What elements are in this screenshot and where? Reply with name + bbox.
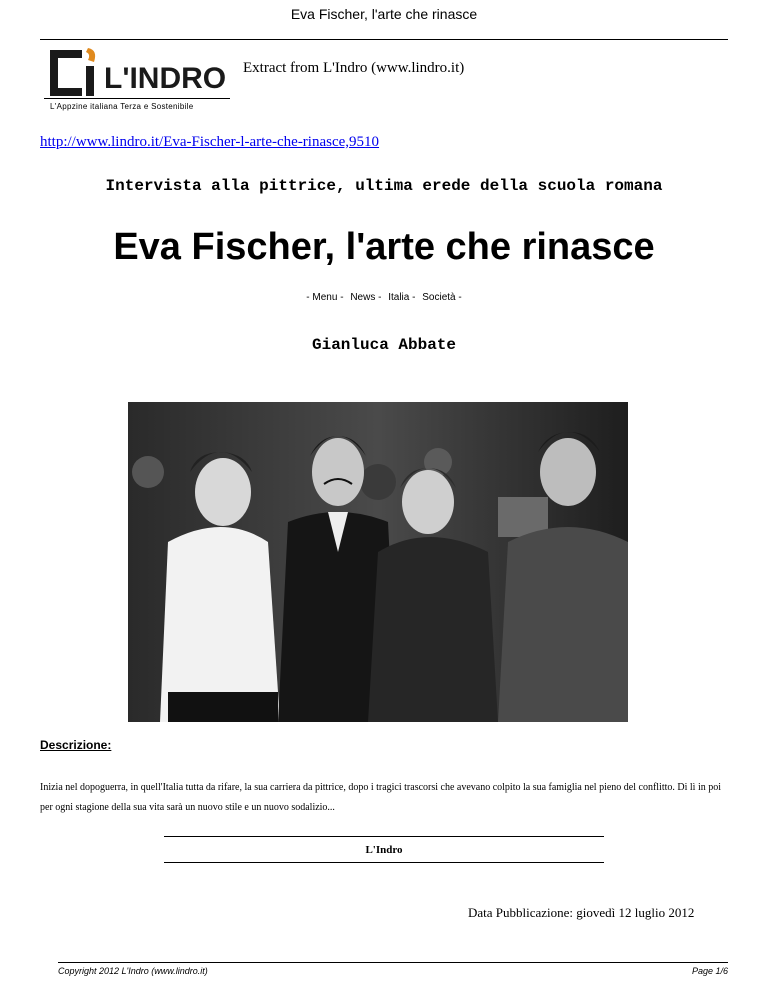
footer-divider [58, 962, 728, 963]
lindro-logo [42, 44, 232, 110]
extract-note: Extract from L'Indro (www.lindro.it) [243, 60, 465, 76]
breadcrumb [0, 292, 768, 303]
logo-tagline: L'Appzine italiana Terza e Sostenibile [50, 102, 194, 111]
box-top-rule [164, 836, 604, 837]
breadcrumb-item-menu[interactable]: - Menu - [306, 292, 344, 303]
logo-wordmark: L'INDRO [104, 62, 227, 95]
description-text: Inizia nel dopoguerra, in quell'Italia tutta da rifare, la sua carriera da pittrice, dopo i tragici trascorsi che avevano colpito la sua famiglia nel pieno del conflitto. Di lì in poi per ogni stagione della sua vita sarà un nuovo stile e un nuovo sodalizio... [40, 782, 721, 813]
header-divider [40, 39, 728, 40]
article-photo [128, 402, 628, 722]
breadcrumb-item-societa[interactable]: Società - [422, 292, 462, 303]
description-heading: Descrizione: [40, 738, 112, 752]
breadcrumb-item-italia[interactable]: Italia - [388, 292, 416, 303]
article-title: Eva Fischer, l'arte che rinasce [113, 226, 655, 268]
logo-divider [44, 98, 230, 99]
article-kicker: Intervista alla pittrice, ultima erede della scuola romana [105, 177, 663, 195]
box-bottom-rule [164, 862, 604, 863]
box-title: L'Indro [365, 844, 403, 856]
running-header-title: Eva Fischer, l'arte che rinasce [290, 6, 478, 22]
footer-copyright: Copyright 2012 L'Indro (www.lindro.it) [58, 966, 208, 976]
source-link[interactable]: http://www.lindro.it/Eva-Fischer-l-arte-che-rinasce,9510 [40, 134, 380, 150]
publication-date: Data Pubblicazione: giovedì 12 luglio 2012 [468, 905, 695, 920]
breadcrumb-item-news[interactable]: News - [350, 292, 382, 303]
article-author: Gianluca Abbate [311, 336, 457, 354]
footer-page-number: Page 1/6 [691, 966, 728, 976]
